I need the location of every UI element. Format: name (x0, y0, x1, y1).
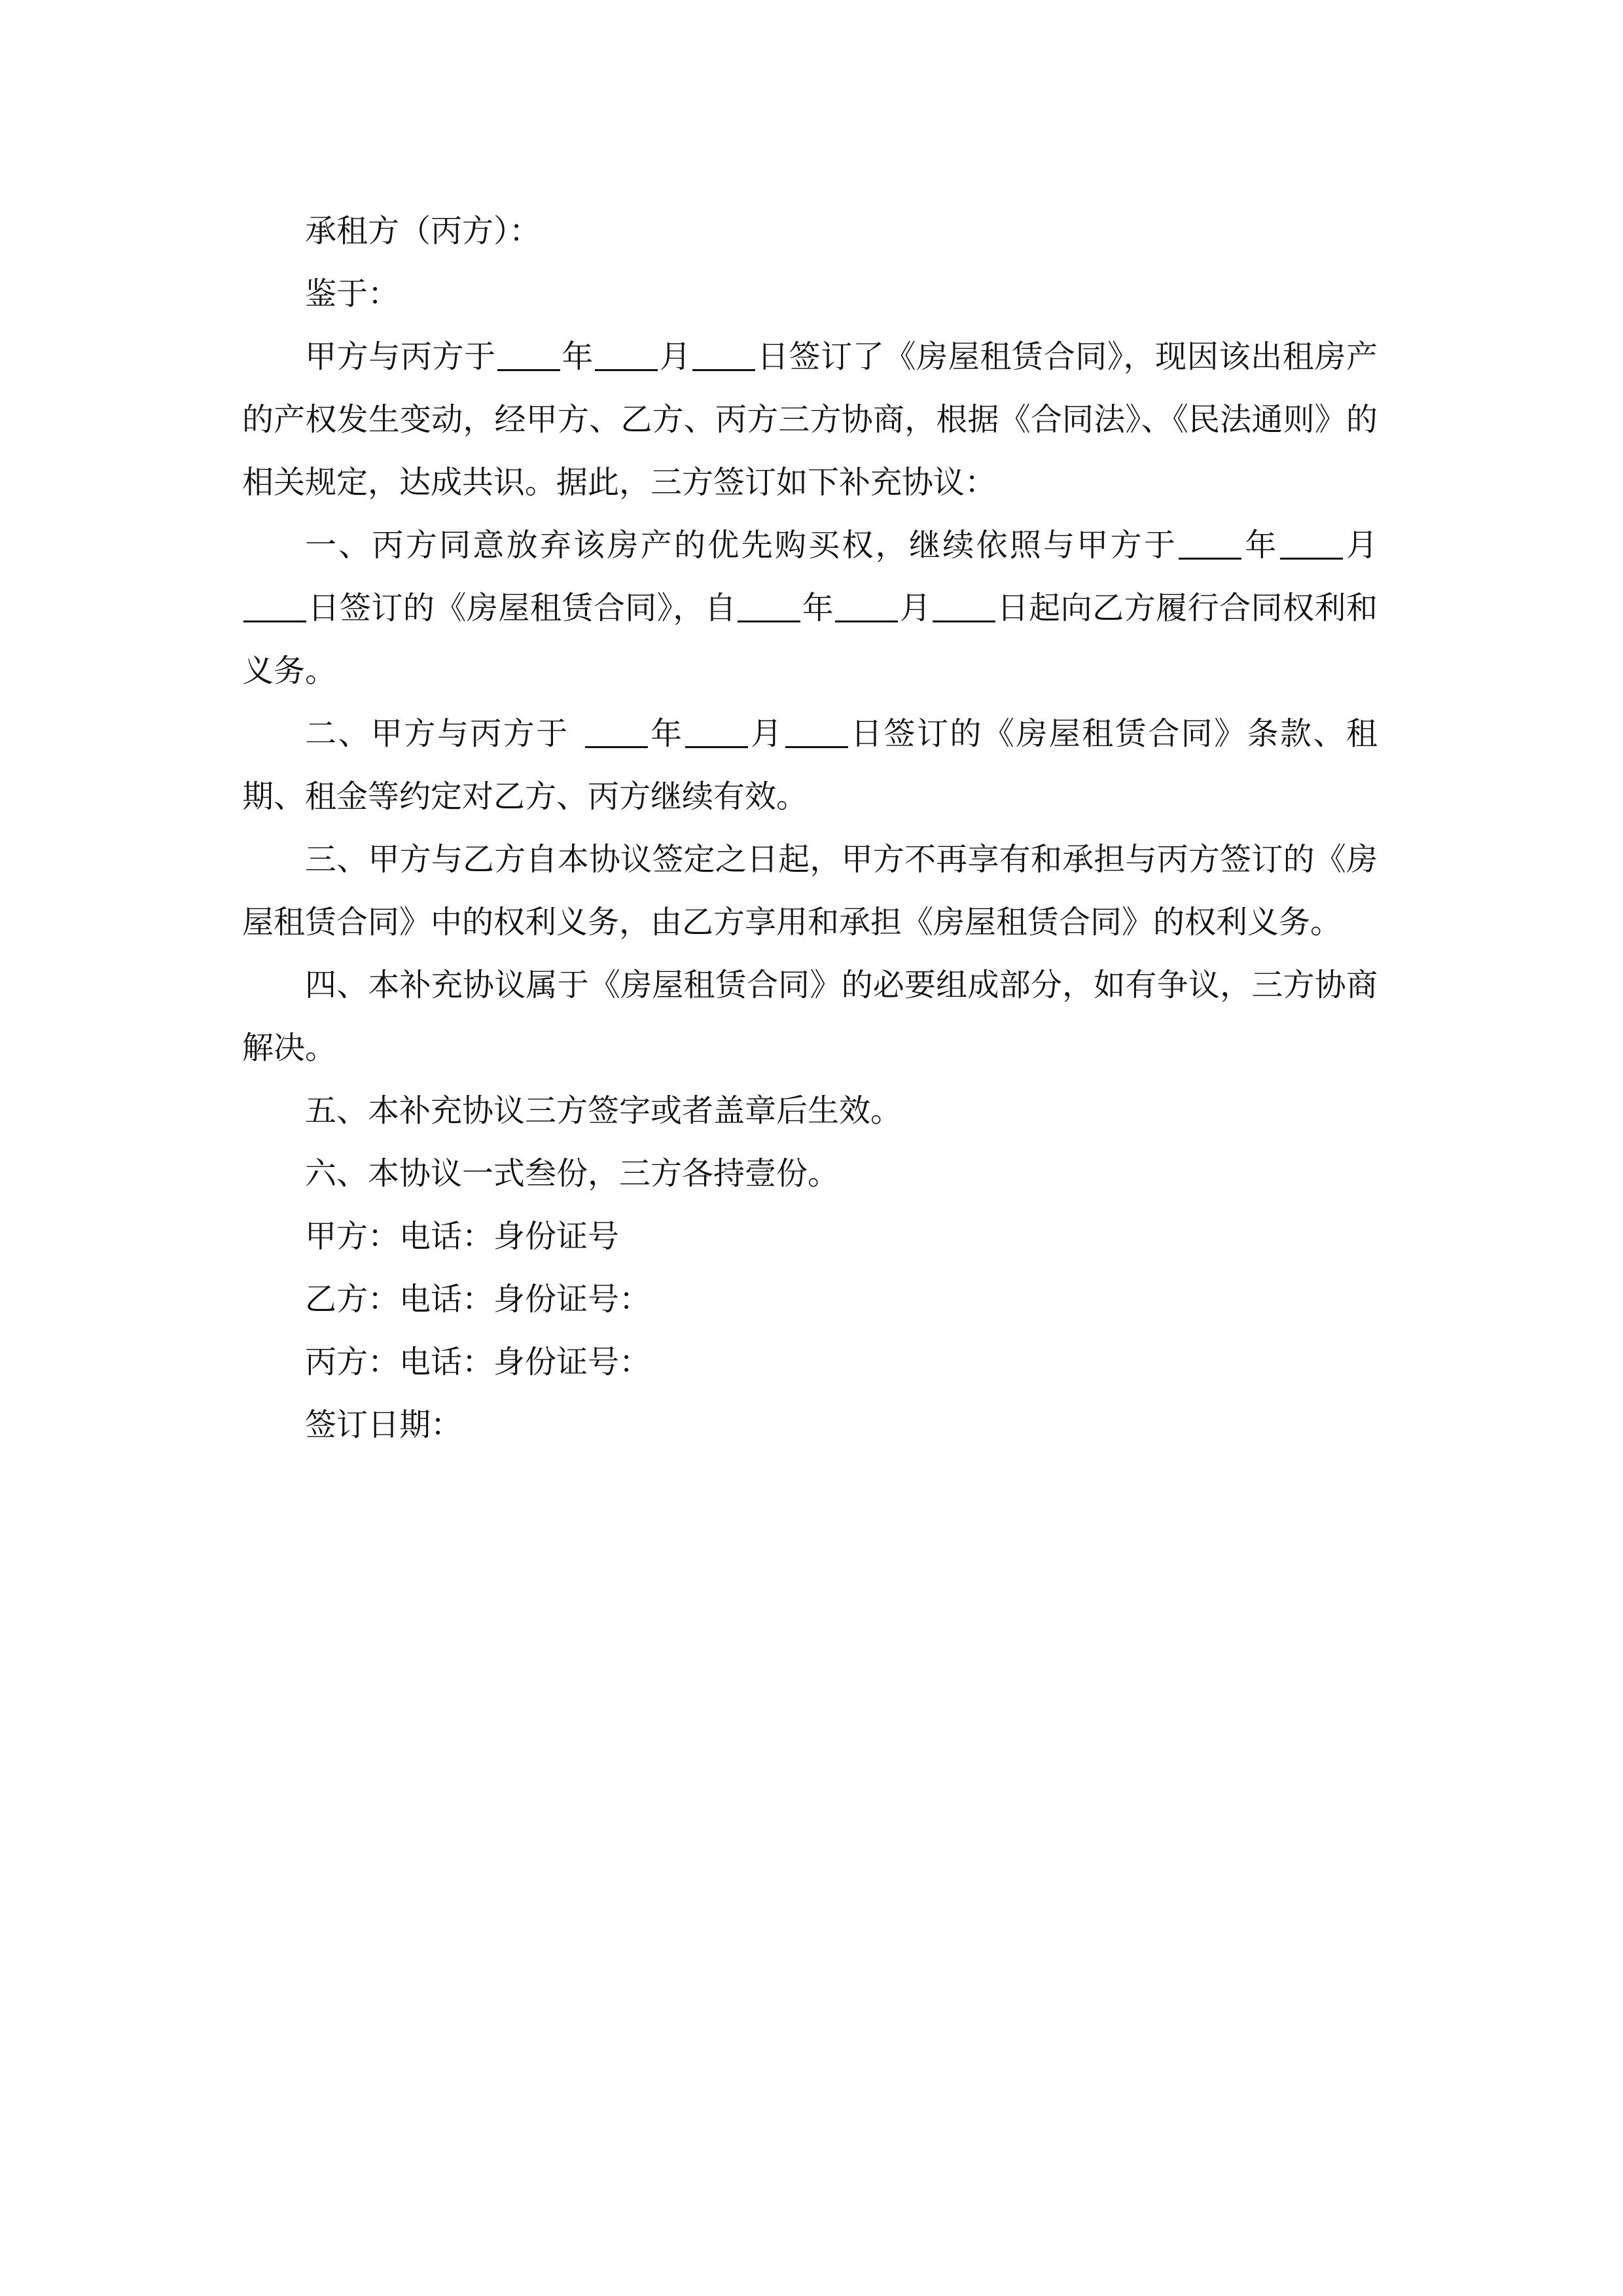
party-a-signature-line: 甲方：电话：身份证号 (305, 1218, 620, 1255)
clause-1-text-2: 日签订的《房屋租赁合同》，自 (308, 590, 737, 626)
month-label: 月 (749, 715, 784, 752)
blank-line (595, 338, 658, 371)
party-c-signature-line: 丙方：电话：身份证号： (305, 1344, 651, 1380)
blank-line (1179, 526, 1241, 560)
blank-line (685, 715, 748, 748)
clause-2-text-2: 日签订的《房屋租赁合同》条款、租期、租金等约定对乙方、丙方继续有效。 (242, 715, 1378, 815)
whereas-label: 鉴于： (305, 276, 400, 312)
clause-6: 六、本协议一式叁份，三方各持壹份。 (305, 1155, 840, 1192)
blank-line (835, 589, 898, 622)
blank-line (933, 589, 995, 622)
clause-3: 三、甲方与乙方自本协议签定之日起，甲方不再享有和承担与丙方签订的《房屋租赁合同》中的权利义务，由乙方享用和承担《房屋租赁合同》的权利义务。 (242, 841, 1378, 941)
clause-2-text-1: 二、甲方与丙方于 (305, 715, 569, 752)
month-label: 月 (659, 338, 692, 375)
clause-1 (242, 514, 1378, 702)
recital-paragraph (242, 325, 1378, 514)
clause-4: 四、本补充协议属于《房屋租赁合同》的必要组成部分，如有争议，三方协商解决。 (242, 967, 1378, 1066)
recital-text-1: 甲方与丙方于 (305, 338, 496, 375)
party-b-signature-line: 乙方：电话：身份证号： (305, 1281, 651, 1318)
month-label: 月 (1344, 527, 1378, 564)
clause-5: 五、本补充协议三方签字或者盖章后生效。 (305, 1092, 902, 1129)
lessee-label: 承租方（丙方）： (305, 213, 541, 249)
agreement-body (242, 200, 1378, 1456)
recital-text-2: 日签订了《房屋租赁合同》，现因该出租房产的产权发生变动，经甲方、乙方、丙方三方协商，根据《合同法》、《民法通则》的相关规定，达成共识。据此，三方签订如下补充协议： (242, 338, 1378, 501)
year-label: 年 (561, 338, 594, 375)
sign-date-line: 签订日期： (305, 1407, 463, 1443)
year-label: 年 (802, 590, 834, 626)
year-label: 年 (649, 715, 684, 752)
clause-1-text-1: 一、丙方同意放弃该房产的优先购买权，继续依照与甲方于 (305, 527, 1178, 564)
clause-1-text-3: 日起向乙方履行合同权利和义务。 (242, 590, 1378, 689)
blank-line (785, 715, 848, 748)
blank-line (243, 589, 306, 622)
blank-line (497, 338, 560, 371)
month-label: 月 (899, 590, 932, 626)
blank-line (1280, 526, 1343, 560)
blank-line (692, 338, 755, 371)
clause-2 (242, 702, 1378, 828)
year-label: 年 (1243, 527, 1279, 564)
blank-line (585, 715, 648, 748)
blank-line (738, 589, 800, 622)
